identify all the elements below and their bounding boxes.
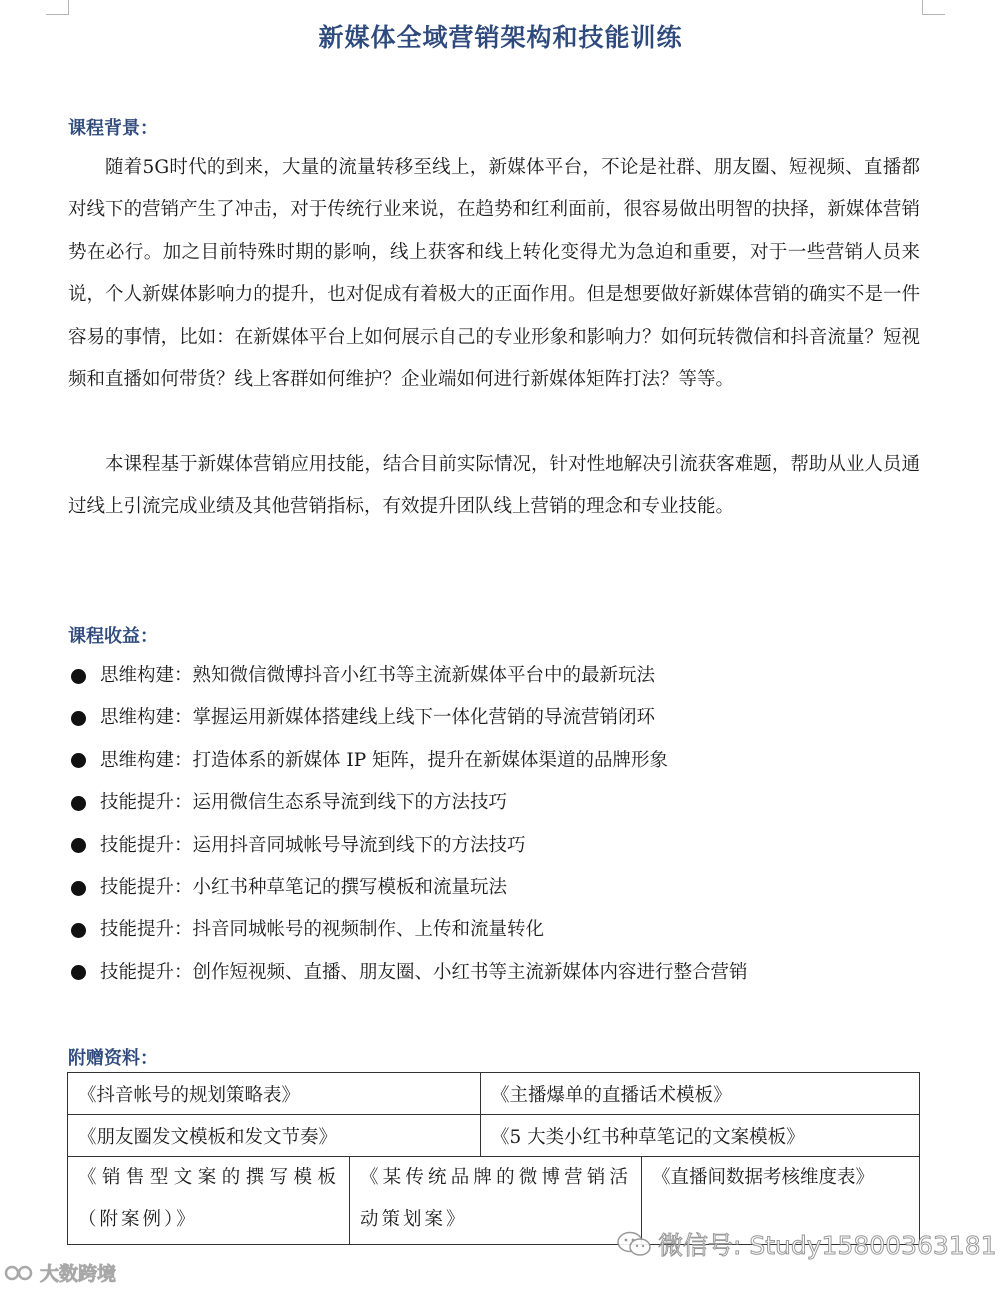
page-corner-marker-right: [922, 0, 945, 15]
benefit-text: 技能提升：创作短视频、直播、朋友圈、小红书等主流新媒体内容进行整合营销: [100, 961, 748, 983]
table-cell: 《朋友圈发文模板和发文节奏》: [68, 1115, 481, 1157]
table-cell: 《直播间数据考核维度表》: [642, 1157, 920, 1245]
para1-line-2: 频、直播都对线下的营销产生了冲击，对于传统行业来说，在趋势和红利面前，很容易做出: [68, 157, 920, 221]
bullet-icon: [71, 881, 86, 896]
table-cell: 《某传统品牌的微博营销活动策划案》: [350, 1157, 642, 1245]
bullet-icon: [71, 838, 86, 853]
benefit-item: [68, 867, 748, 909]
course-background-heading: 课程背景：: [68, 118, 158, 139]
para2-line-3: 能。: [697, 496, 735, 518]
course-background-paragraph-1: [68, 147, 920, 401]
bullet-icon: [71, 796, 86, 811]
wechat-icon: [616, 1230, 652, 1258]
benefit-text: 技能提升：抖音同城帐号的视频制作、上传和流量转化: [100, 919, 545, 941]
benefit-item: [68, 782, 748, 824]
bullet-icon: [71, 711, 86, 726]
benefit-item: [68, 655, 748, 697]
benefit-item: [68, 952, 748, 994]
para2-line-2: 助从业人员通过线上引流完成业绩及其他营销指标，有效提升团队线上营销的理念和专业技: [68, 454, 920, 518]
para2-line-1: 本课程基于新媒体营销应用技能，结合目前实际情况，针对性地解决引流获客难题，帮: [105, 454, 809, 475]
watermark-right-text: 微信号: Study15800363181: [658, 1231, 997, 1260]
watermark-right: [616, 1226, 997, 1262]
table-row: [68, 1115, 920, 1157]
bonus-materials-table: [67, 1072, 920, 1245]
table-row: [68, 1073, 920, 1115]
course-benefits-list: [68, 655, 748, 994]
para1-line-6: 展示自己的专业形象和影响力？如何玩转微信和抖音流量？短视频和直播如何带货？线上客: [68, 326, 920, 391]
bullet-icon: [71, 965, 86, 980]
benefit-text: 技能提升：运用微信生态系导流到线下的方法技巧: [100, 792, 508, 814]
course-background-paragraph-2: [68, 444, 920, 529]
table-cell: 《销售型文案的撰写模板（附案例）》: [68, 1157, 350, 1245]
benefit-item: [68, 825, 748, 867]
document-title: 新媒体全域营销架构和技能训练: [318, 23, 683, 52]
para1-line-1: 随着5G时代的到来，大量的流量转移至线上，新媒体平台，不论是社群、朋友圈、短视: [105, 157, 827, 178]
para1-line-5: 面作用。但是想要做好新媒体营销的确实不是一件容易的事情，比如：在新媒体平台上如何: [68, 284, 920, 348]
course-benefits-heading: 课程收益：: [68, 626, 158, 647]
benefit-item: [68, 909, 748, 951]
bullet-icon: [71, 923, 86, 938]
para1-line-4: 为急迫和重要，对于一些营销人员来说，个人新媒体影响力的提升，也对促成有着极大的正: [68, 241, 920, 306]
benefit-item: [68, 697, 748, 739]
table-cell: 《主播爆单的直播话术模板》: [481, 1073, 920, 1115]
watermark-left-text: 大数跨境: [40, 1263, 117, 1285]
benefit-item: [68, 740, 748, 782]
bullet-icon: [71, 753, 86, 768]
page-corner-marker-left: [46, 0, 69, 15]
watermark-left: [4, 1259, 116, 1286]
benefit-text: 思维构建：打造体系的新媒体 IP 矩阵，提升在新媒体渠道的品牌形象: [100, 749, 669, 771]
bonus-materials-heading: 附赠资料：: [68, 1048, 158, 1069]
para1-line-3: 明智的抉择，新媒体营销势在必行。加之目前特殊时期的影响，线上获客和线上转化变得尤: [68, 199, 920, 263]
bullet-icon: [71, 669, 86, 684]
benefit-text: 技能提升：运用抖音同城帐号导流到线下的方法技巧: [100, 834, 526, 856]
table-cell: 《抖音帐号的规划策略表》: [68, 1073, 481, 1115]
benefit-text: 思维构建：掌握运用新媒体搭建线上线下一体化营销的导流营销闭环: [100, 707, 656, 729]
benefit-text: 技能提升：小红书种草笔记的撰写模板和流量玩法: [100, 876, 508, 898]
benefit-text: 思维构建：熟知微信微博抖音小红书等主流新媒体平台中的最新玩法: [100, 665, 656, 686]
brand-logo-icon: [4, 1263, 34, 1283]
para1-line-7: 群如何维护？企业端如何进行新媒体矩阵打法？等等。: [290, 369, 735, 391]
table-cell: 《5 大类小红书种草笔记的文案模板》: [481, 1115, 920, 1157]
